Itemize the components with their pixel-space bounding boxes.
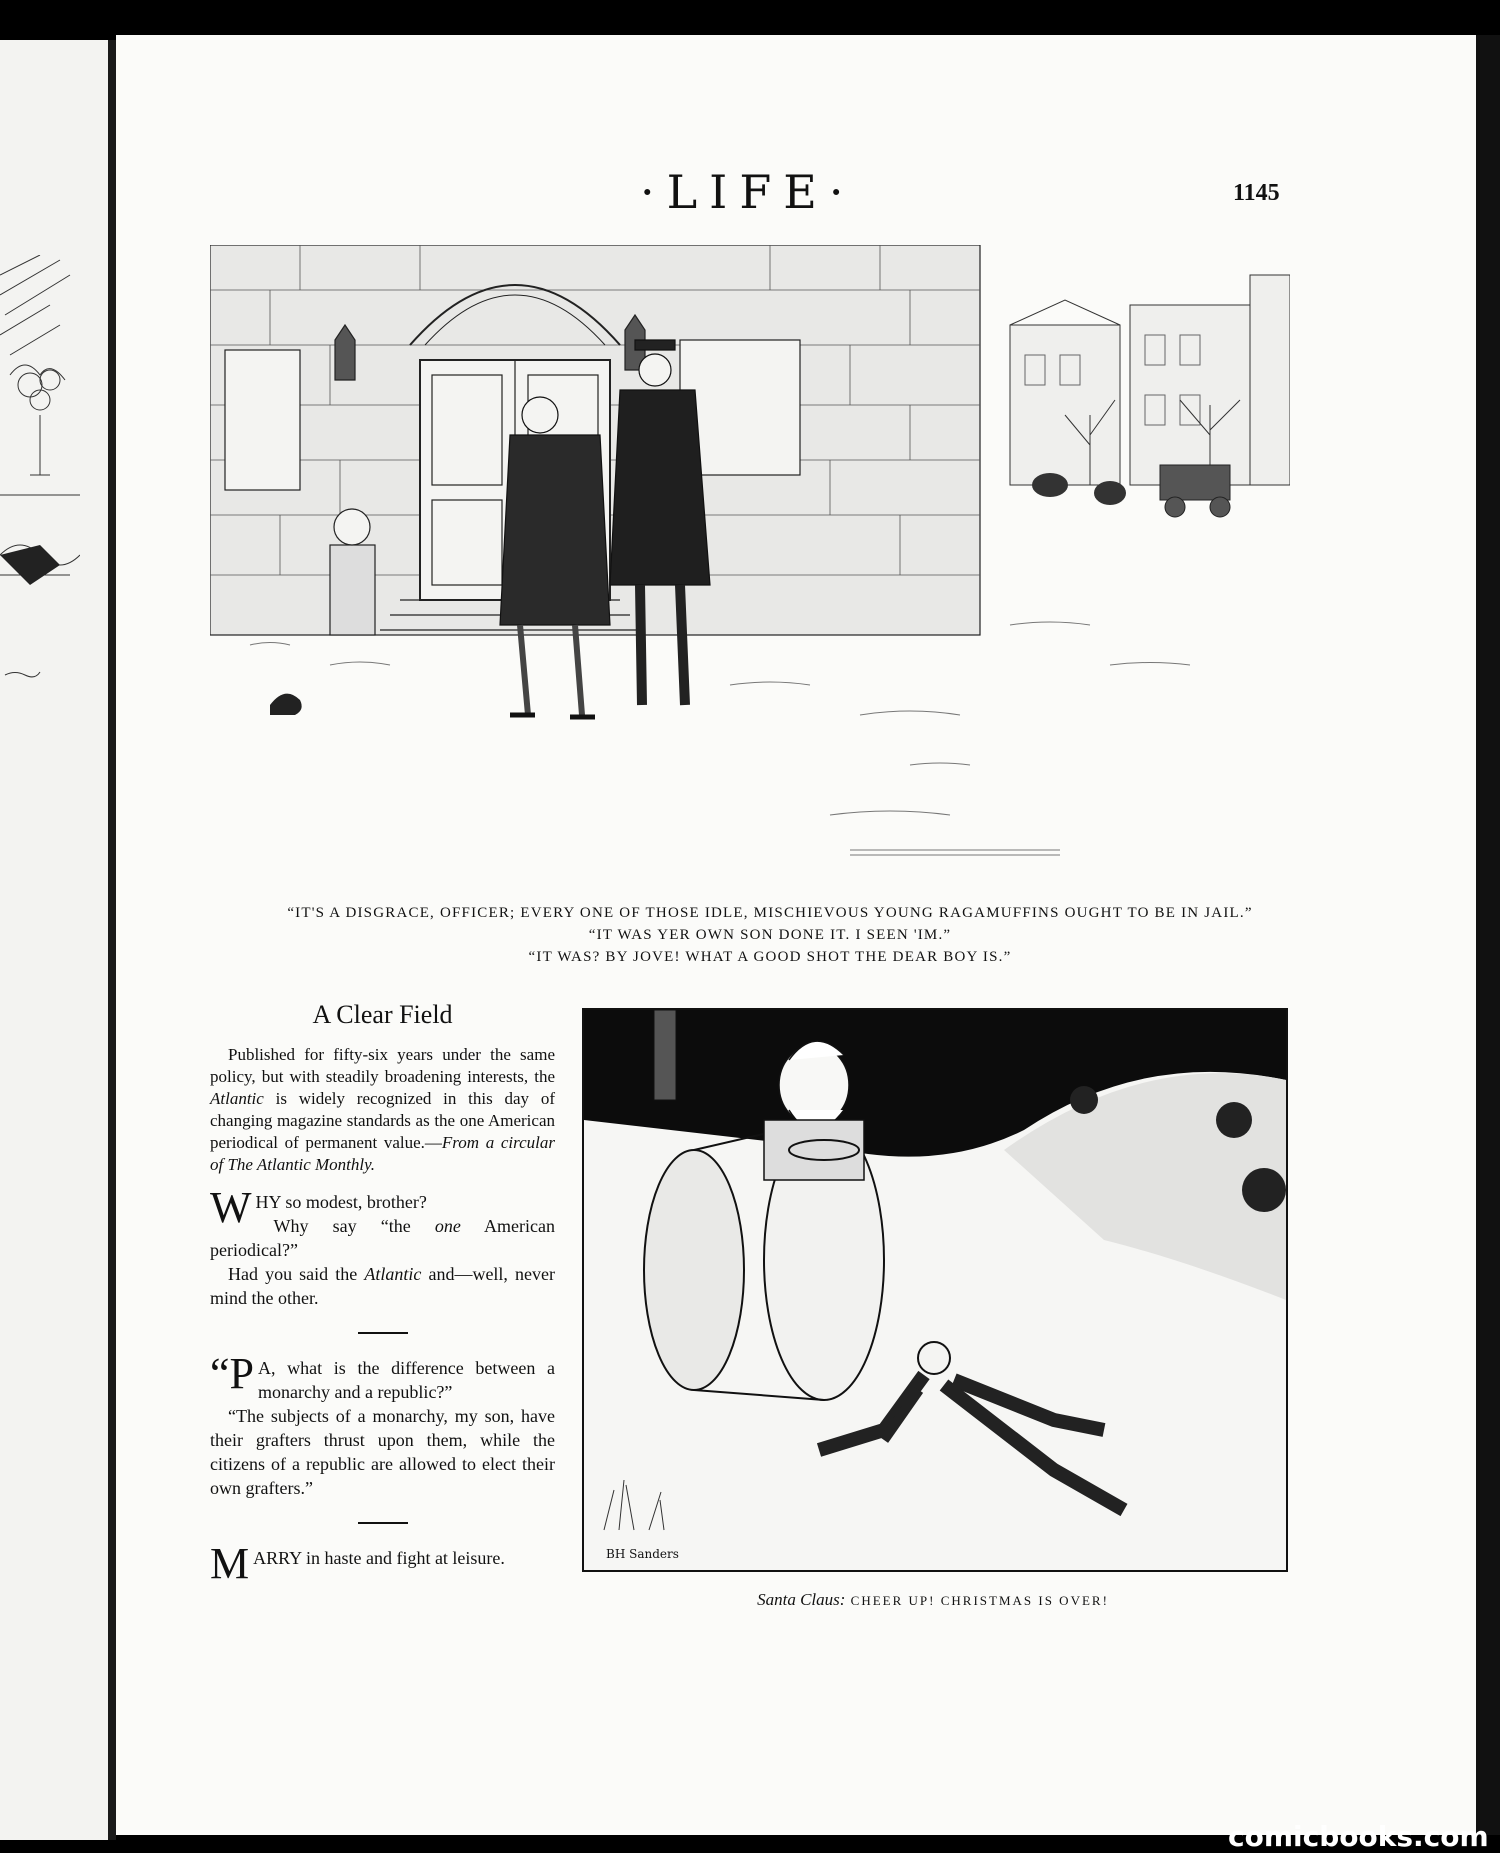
page-edge	[1476, 35, 1500, 1835]
paragraph-why-modest: WHY so modest, brother?	[210, 1183, 427, 1232]
paragraph-had-you-said: Had you said the Atlantic and—well, never mind the other.	[210, 1264, 555, 1308]
article-column	[210, 1000, 555, 1588]
caption-line-1: “IT'S A DISGRACE, OFFICER; EVERY ONE OF THOSE IDLE, MISCHIEVOUS YOUNG RAGAMUFFINS OUGHT TO BE IN JAIL.”	[287, 905, 1253, 921]
left-page-sketch	[0, 255, 80, 695]
paragraph-monarchy-question: “P A, what is the difference between a monarchy and a republic?”	[210, 1349, 555, 1402]
section-rule	[358, 1522, 408, 1524]
caption-line-2: “IT WAS YER OWN SON DONE IT. I SEEN 'IM.”	[588, 927, 952, 943]
drop-cap-p: “P	[210, 1349, 254, 1398]
paragraph-why-say: Why say “the one American periodical?”	[210, 1216, 555, 1260]
atlantic-quote: Published for fifty-six years under the same policy, but with steadily broadening interests, the Atlantic is widely recognized in this day of changing magazine standards as the one American periodical of permanent value.—From a circular of The Atlantic Monthly.	[210, 1045, 555, 1174]
drop-cap-m: M	[210, 1539, 250, 1588]
paragraph-monarchy-answer: “The subjects of a monarchy, my son, have their grafters thrust upon them, while the citizens of a republic are allowed to elect their own grafters.”	[210, 1406, 555, 1498]
magazine-masthead: ·LIFE·	[640, 165, 856, 219]
section-rule	[358, 1332, 408, 1334]
source-watermark: comicbooks.com	[1228, 1820, 1489, 1853]
santa-cartoon-caption	[582, 1590, 1284, 1610]
santa-cartoon-illustration	[582, 1008, 1288, 1572]
paragraph-marry-in-haste: MARRY in haste and fight at leisure.	[210, 1539, 505, 1588]
caption-line-3: “IT WAS? BY JOVE! WHAT A GOOD SHOT THE DEAR BOY IS.”	[528, 949, 1012, 965]
top-cartoon-caption	[150, 902, 1390, 968]
drop-cap-w: W	[210, 1183, 252, 1232]
caption-text: CHEER UP! CHRISTMAS IS OVER!	[850, 1593, 1109, 1608]
binding-spine	[108, 40, 116, 1840]
top-cartoon-illustration	[210, 245, 1290, 885]
caption-speaker: Santa Claus:	[757, 1590, 846, 1609]
artist-signature: BH Sanders	[606, 1547, 679, 1561]
page-number: 1145	[1233, 180, 1280, 206]
article-title: A Clear Field	[312, 1000, 453, 1029]
